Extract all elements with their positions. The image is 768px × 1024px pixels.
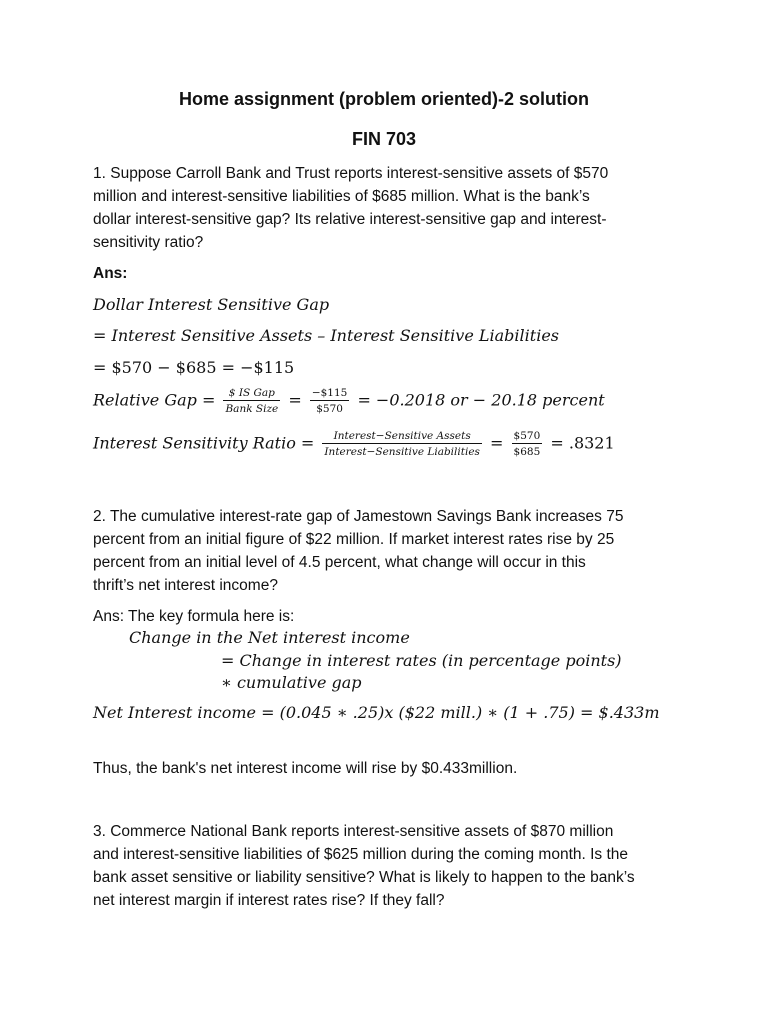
course-code: FIN 703 xyxy=(351,129,417,149)
q3-line-3: bank asset sensitive or liability sensitive? What is likely to happen to the bank’s xyxy=(93,869,635,886)
sensitivity-ratio-equals: = xyxy=(490,433,504,453)
relative-gap-result: = −0.2018 or − 20.18 percent xyxy=(357,390,605,410)
q1-line-1: 1. Suppose Carroll Bank and Trust reports interest-sensitive assets of $570 xyxy=(93,165,609,182)
dollar-gap-definition: = Interest Sensitive Assets – Interest Sensitive Liabilities xyxy=(93,326,559,345)
sensitive-assets-fraction xyxy=(322,430,482,458)
relative-gap-equals: = xyxy=(288,390,302,410)
relative-gap-label: Relative Gap = xyxy=(93,390,216,410)
is-gap-numerator: $ IS Gap xyxy=(223,387,280,401)
formula-line-2: = Change in interest rates (in percentage points) xyxy=(221,651,622,670)
q2-answer-intro: Ans: The key formula here is: xyxy=(93,608,295,625)
is-gap-fraction xyxy=(223,387,280,415)
q2-line-4: thrift’s net interest income? xyxy=(93,577,278,594)
relative-gap-value-fraction xyxy=(310,387,350,415)
q2-conclusion: Thus, the bank's net interest income will rise by $0.433million. xyxy=(93,760,518,777)
sensitivity-ratio-label: Interest Sensitivity Ratio = xyxy=(93,433,315,453)
relative-gap-numerator: −$115 xyxy=(311,387,348,399)
formula-line-1: Change in the Net interest income xyxy=(129,628,410,647)
sensitivity-ratio-numerator: $570 xyxy=(513,430,541,442)
q2-line-2: percent from an initial figure of $22 million. If market interest rates rise by 25 xyxy=(93,531,615,548)
page-title: Home assignment (problem oriented)-2 solution xyxy=(178,89,590,109)
sensitive-assets-numerator: Interest−Sensitive Assets xyxy=(322,430,482,444)
sensitivity-ratio-value-fraction xyxy=(512,430,543,458)
q1-answer-label: Ans: xyxy=(93,265,128,282)
relative-gap-denominator: $570 xyxy=(316,403,343,415)
sensitivity-ratio-result: = .8321 xyxy=(550,433,615,453)
q1-line-3: dollar interest-sensitive gap? Its relative interest-sensitive gap and interest- xyxy=(93,211,607,228)
q3-line-4: net interest margin if interest rates rise? If they fall? xyxy=(93,892,445,909)
dollar-gap-label: Dollar Interest Sensitive Gap xyxy=(93,295,330,314)
is-gap-denominator: Bank Size xyxy=(225,403,279,415)
q3-line-1: 3. Commerce National Bank reports interest-sensitive assets of $870 million xyxy=(93,823,614,840)
q3-line-2: and interest-sensitive liabilities of $625 million during the coming month. Is the xyxy=(93,846,629,863)
sensitivity-ratio-denominator: $685 xyxy=(513,446,541,458)
q2-line-1: 2. The cumulative interest-rate gap of Jamestown Savings Bank increases 75 xyxy=(93,508,624,525)
q1-line-4: sensitivity ratio? xyxy=(93,234,204,251)
formula-line-3: ∗ cumulative gap xyxy=(221,673,362,692)
dollar-gap-calculation: = $570 − $685 = −$115 xyxy=(93,358,295,377)
net-interest-calculation: Net Interest income = (0.045 ∗ .25)x ($22 mill.) ∗ (1 + .75) = $.433m xyxy=(93,703,660,722)
q1-line-2: million and interest-sensitive liabilities of $685 million. What is the bank’s xyxy=(93,188,590,205)
relative-gap-equation xyxy=(93,387,605,415)
sensitivity-ratio-equation xyxy=(93,430,615,458)
sensitive-liabilities-denominator: Interest−Sensitive Liabilities xyxy=(324,446,480,458)
q2-line-3: percent from an initial level of 4.5 percent, what change will occur in this xyxy=(93,554,586,571)
